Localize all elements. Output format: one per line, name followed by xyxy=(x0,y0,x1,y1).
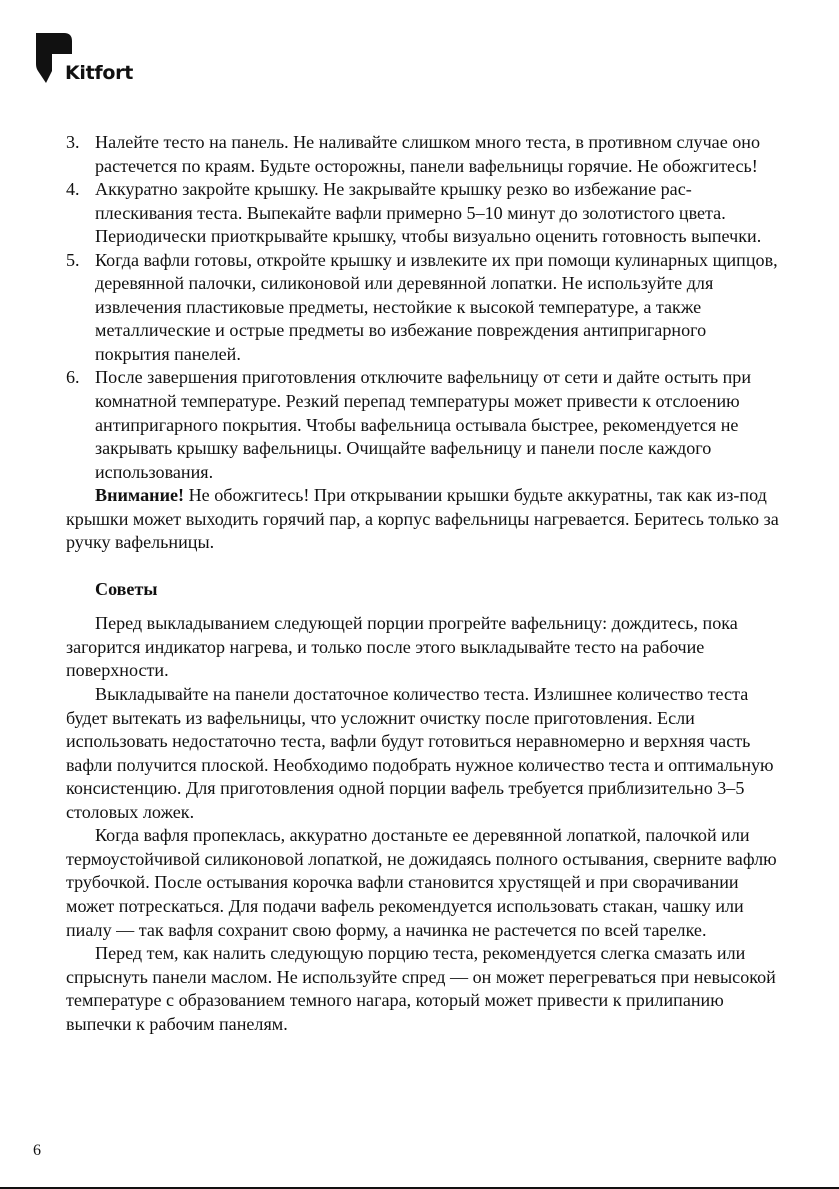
list-item xyxy=(66,366,782,484)
list-item xyxy=(66,249,782,367)
page-number: 6 xyxy=(33,1142,41,1159)
list-item xyxy=(66,131,782,178)
list-item-text: Когда вафли готовы, откройте крышку и извлеките их при помощи кулинарных щипцов, деревянной палочки, силиконовой или деревянной лопатки. Не используйте для извлечения пластиковые предметы, нестойкие к высокой температуре, а также металлические и острые предметы во избежание повреждения антипригарного покрытия панелей. xyxy=(95,249,778,364)
list-item-text: Налейте тесто на панель. Не наливайте слишком много теста, в противном случае оно растечется по краям. Будьте осторожны, панели вафельницы горячие. Не обожгитесь! xyxy=(95,132,761,176)
list-item xyxy=(66,178,782,249)
warning-text: Не обожгитесь! При открывании крышки будьте аккуратны, так как из-под крышки может выходить горячий пар, а корпус вафельницы нагревается. Беритесь только за ручку вафельницы. xyxy=(66,485,779,553)
page-content xyxy=(66,131,782,1036)
list-item-number: 6. xyxy=(66,367,80,388)
list-item-number: 5. xyxy=(66,249,80,270)
section-heading: Советы xyxy=(95,578,158,599)
warning-paragraph xyxy=(66,484,782,555)
tip-paragraph: Выкладывайте на панели достаточное количество теста. Излишнее количество теста будет вытекать из вафельницы, что усложнит очистку после приготовления. Если использовать недостаточно теста, вафли будут готовиться неравномерно и верхняя часть вафли получится плоской. Необходимо подобрать нужное количество теста и оптимальную консистенцию. Для приготовления одной порции вафель требуется приблизительно 3–5 столовых ложек. xyxy=(66,684,774,822)
list-item-text: Аккуратно закройте крышку. Не закрывайте крышку резко во избежание расплескивания теста. Выпекайте вафли примерно 5–10 минут до золотистого цвета. Периодически приоткрывайте крышку, чтобы визуально оценить готовность выпечки. xyxy=(95,179,762,247)
list-item-text: После завершения приготовления отключите вафельницу от сети и дайте остыть при комнатной температуре. Резкий перепад температуры может привести к отслоению антипригарного покрытия. Чтобы вафельница остывала быстрее, рекомендуется не закрывать крышку вафельницы. Очищайте вафельницу и панели после каждого использования. xyxy=(95,367,752,482)
brand-name: Kitfort xyxy=(65,62,133,84)
tip-paragraph: Когда вафля пропеклась, аккуратно достаньте ее деревянной лопаткой, палочкой или термоустойчивой силиконовой лопаткой, не дожидаясь полного остывания, сверните вафлю трубочкой. После остывания корочка вафли становится хрустящей и при сворачивании может потрескаться. Для подачи вафель рекомендуется использовать стакан, чашку или пиалу — так вафля сохранит свою форму, а начинка не растечется по всей тарелке. xyxy=(66,825,777,940)
list-item-number: 3. xyxy=(66,132,80,152)
tip-paragraph: Перед тем, как налить следующую порцию теста, рекомендуется слегка смазать или спрыснуть панели маслом. Не используйте спред — он может перегреваться при невысокой температуре с образованием темного нагара, который может привести к прилипанию выпечки к рабочим панелям. xyxy=(66,943,776,1034)
tip-paragraph: Перед выкладыванием следующей порции прогрейте вафельницу: дождитесь, пока загорится индикатор нагрева, и только после этого выкладывайте тесто на рабочие поверхности. xyxy=(66,613,738,681)
warning-label: Внимание! xyxy=(95,485,185,506)
instruction-list xyxy=(66,131,782,484)
list-item-number: 4. xyxy=(66,179,80,200)
